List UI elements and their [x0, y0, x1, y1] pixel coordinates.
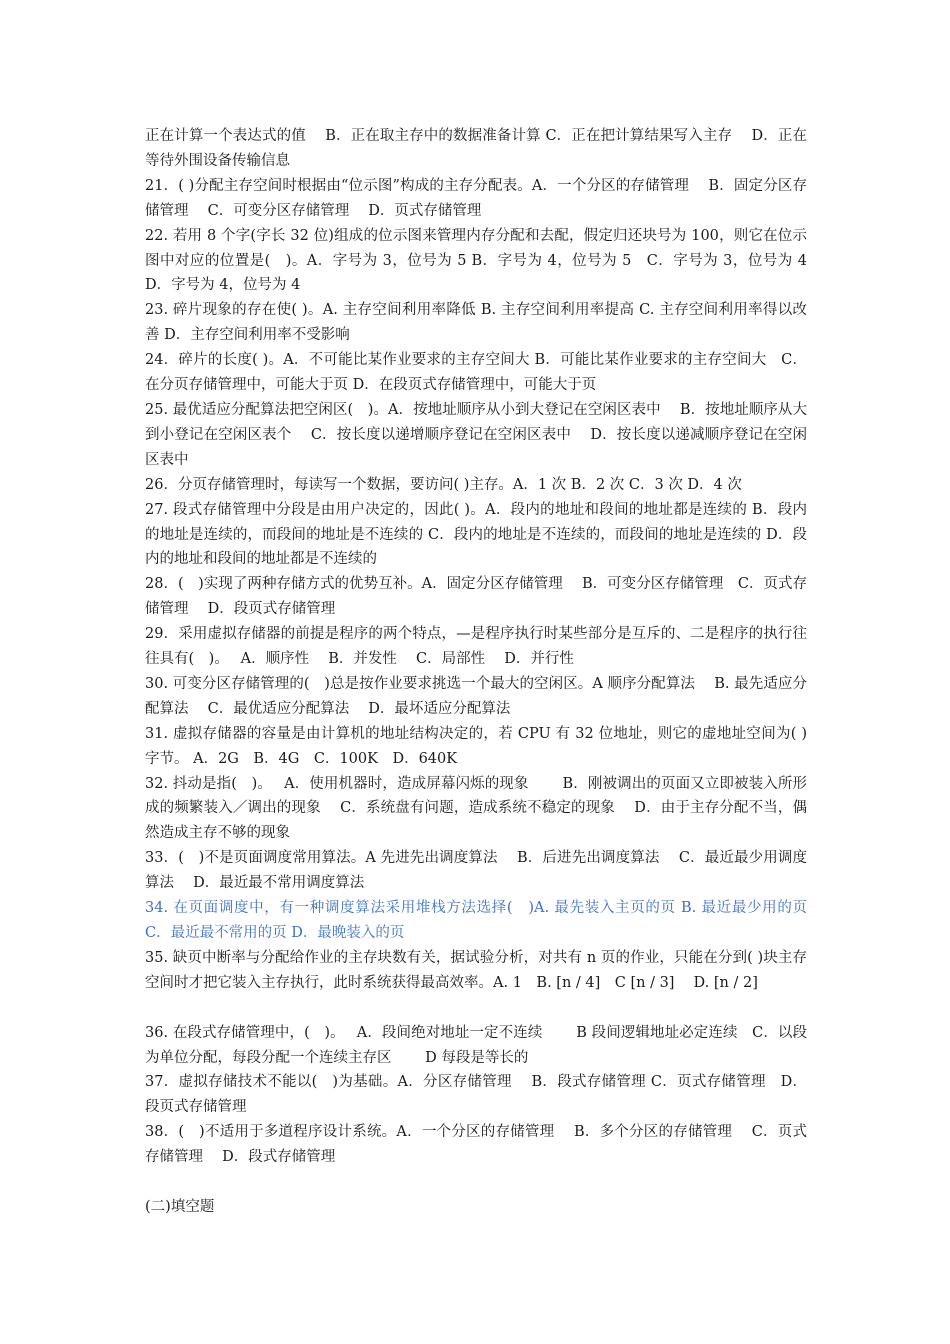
question-28: 28．( )实现了两种存储方式的优势互补。A．固定分区存储管理 B．可变分区存储管理 C．页式存储管理 D．段页式存储管理: [145, 576, 807, 618]
question-35: 35. 缺页中断率与分配给作业的主存块数有关，据试验分析，对共有 n 页的作业，只能在分到( )块主存空间时才把它装入主存执行，此时系统获得最高效率。A. 1 B. [n / 4] C [n / 3] D. [n / 2]: [145, 949, 807, 991]
question-32: 32. 抖动是指( )。 A．使用机器时，造成屏幕闪烁的现象 B．刚被调出的页面又立即被装入所形成的频繁装入／调出的现象 C．系统盘有问题，造成系统不稳定的现象 D．由于主存分配不当，偶然造成主存不够的现象: [145, 775, 807, 842]
question-38: 38．( )不适用于多道程序设计系统。A．一个分区的存储管理 B．多个分区的存储管理 C．页式存储管理 D．段式存储管理: [145, 1124, 807, 1166]
question-31: 31. 虚拟存储器的容量是由计算机的地址结构决定的，若 CPU 有 32 位地址，则它的虚地址空间为( )字节。 A．2G B．4G C．100K D．640K: [145, 725, 807, 767]
question-25: 25. 最优适应分配算法把空闲区( )。A．按地址顺序从小到大登记在空闲区表中 B．按地址顺序从大到小登记在空闲区表个 C．按长度以递增顺序登记在空闲区表中 D．按长度以递减顺序登记在空闲区表中: [145, 401, 807, 468]
question-23: 23. 碎片现象的存在使( )。A. 主存空间利用率降低 B. 主存空间利用率提高 C. 主存空间利用率得以改善 D．主存空间利用率不受影响: [145, 302, 807, 344]
question-24: 24．碎片的长度( )。A．不可能比某作业要求的主存空间大 B．可能比某作业要求的主存空间大 C．在分页存储管理中，可能大于页 D．在段页式存储管理中，可能大于页: [145, 352, 807, 394]
document-body: [145, 124, 822, 1220]
blank-line: [145, 1170, 807, 1195]
question-27: 27. 段式存储管理中分段是由用户决定的，因此( )。A．段内的地址和段间的地址都是连续的 B．段内的地址是连续的，而段间的地址是不连续的 C．段内的地址是不连续的，而段间的地址是连续的 D．段内的地址和段间的地址都是不连续的: [145, 501, 807, 568]
question-26: 26．分页存储管理时，每读写一个数据，要访问( )主存。A．1 次 B．2 次 C．3 次 D．4 次: [145, 476, 742, 493]
question-21: 21．( )分配主存空间时根据由“位示图”构成的主存分配表。A．一个分区的存储管理 B．固定分区存储管理 C．可变分区存储管理 D．页式存储管理: [145, 177, 807, 219]
question-20-continuation: 正在计算一个表达式的值 B．正在取主存中的数据准备计算 C．正在把计算结果写入主存 D．正在等待外围设备传输信息: [145, 128, 807, 169]
question-36: 36. 在段式存储管理中，( )。 A．段间绝对地址一定不连续 B 段间逻辑地址必定连续 C．以段为单位分配，每段分配一个连续主存区 D 每段是等长的: [145, 1024, 807, 1066]
question-37: 37．虚拟存储技术不能以( )为基础。A．分区存储管理 B．段式存储管理 C．页式存储管理 D．段页式存储管理: [145, 1074, 807, 1116]
question-33: 33．( )不是页面调度常用算法。A 先进先出调度算法 B．后进先出调度算法 C．最近最少用调度算法 D．最近最不常用调度算法: [145, 850, 807, 892]
question-30: 30. 可变分区存储管理的( )总是按作业要求挑选一个最大的空闲区。A 顺序分配算法 B. 最先适应分配算法 C．最优适应分配算法 D．最坏适应分配算法: [145, 675, 807, 717]
blank-line: [145, 996, 807, 1021]
section-heading-fill-in: (二)填空题: [145, 1198, 215, 1215]
question-29: 29．采用虚拟存储器的前提是程序的两个特点，—是程序执行时某些部分是互斥的、二是程序的执行往往具有( )。 A．顺序性 B．并发性 C．局部性 D．并行性: [145, 626, 807, 668]
question-22: 22. 若用 8 个字(字长 32 位)组成的位示图来管理内存分配和去配，假定归还块号为 100，则它在位示图中对应的位置是( )。A．字号为 3，位号为 5 B．字号为 4，位号为 5 C．字号为 3，位号为 4 D．字号为 4，位号为 4: [145, 227, 822, 294]
question-34: 34. 在页面调度中，有一种调度算法采用堆栈方法选择( )A. 最先装入主页的页 B. 最近最少用的页 C．最近最不常用的页 D．最晚装入的页: [145, 900, 807, 941]
